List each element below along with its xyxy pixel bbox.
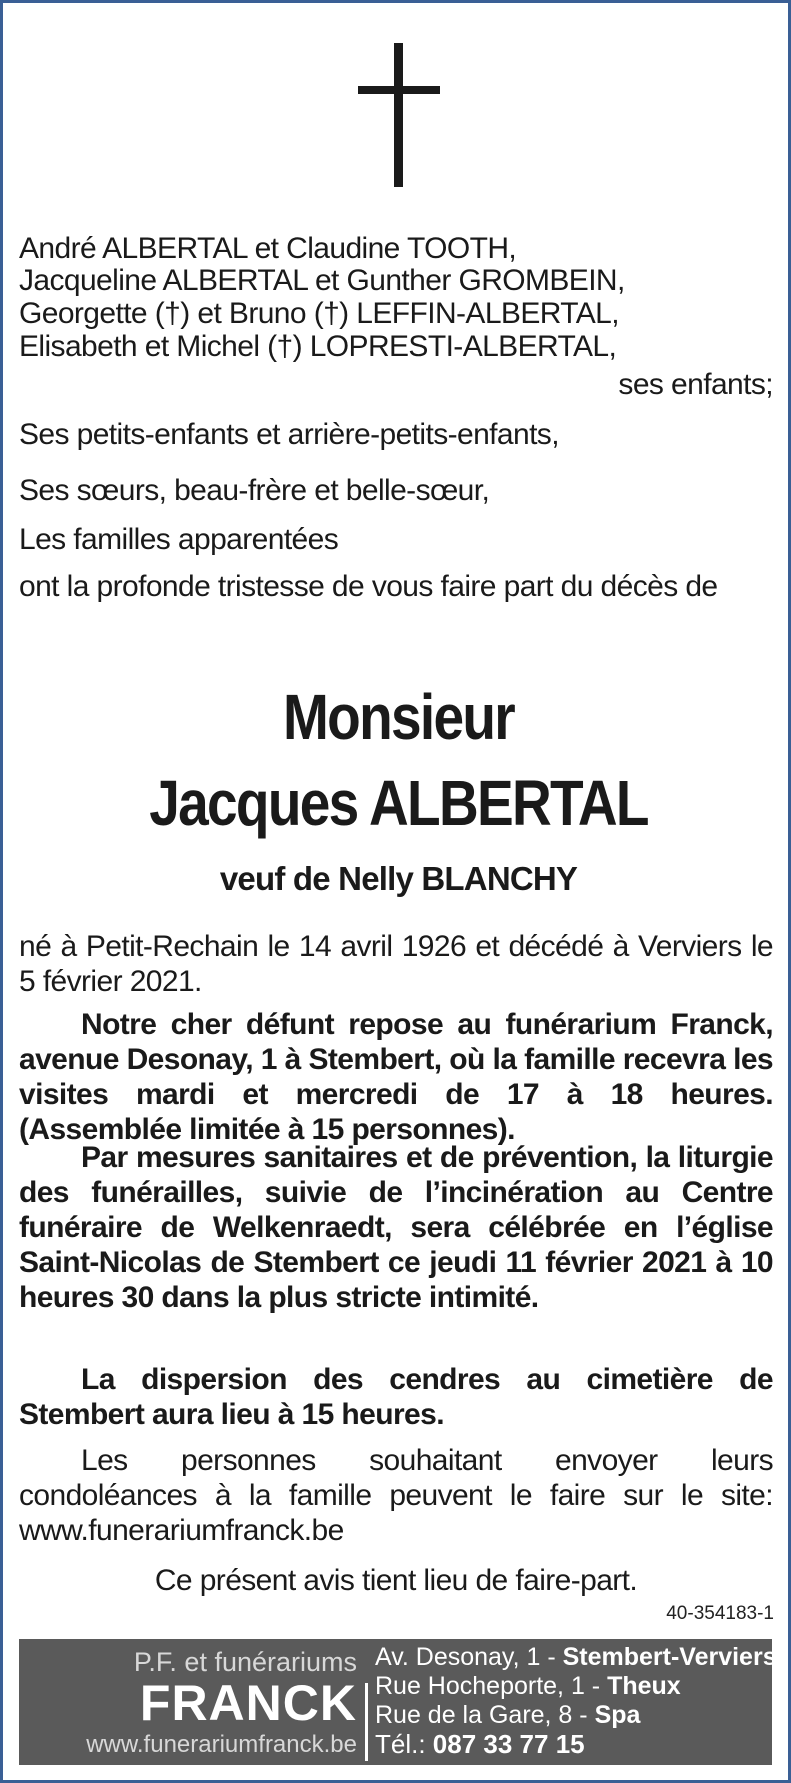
- announcement: ont la profonde tristesse de vous faire part du décès de: [19, 570, 718, 603]
- visit-info: Notre cher défunt repose au funérarium Franck, avenue Desonay, 1 à Stembert, où la famille recevra les visites mardi et mercredi de 17 à 18 heures. (Assemblée limitée à 15 personnes).: [19, 1008, 773, 1146]
- website-link[interactable]: www.funerariumfranck.be: [86, 1731, 357, 1758]
- funeral-home-brand-block: [19, 1639, 357, 1765]
- address-line: Rue Hocheporte, 1 - Theux: [375, 1672, 681, 1700]
- pf-label: P.F. et funérariums: [133, 1647, 357, 1677]
- relatives-line: Les familles apparentées: [19, 523, 339, 556]
- birth-death: né à Petit-Rechain le 14 avril 1926 et décédé à Verviers le 5 février 2021.: [19, 930, 773, 998]
- phone-number[interactable]: 087 33 77 15: [432, 1729, 585, 1759]
- family-line: Jacqueline ALBERTAL et Gunther GROMBEIN,: [19, 264, 625, 297]
- funeral-home-footer: [19, 1639, 777, 1765]
- reference-number: 40-354183-1: [666, 1603, 774, 1624]
- relatives-line: Ses petits-enfants et arrière-petits-enfants,: [19, 418, 559, 451]
- cross-icon: [358, 43, 440, 187]
- address-line: Av. Desonay, 1 - Stembert-Verviers: [375, 1643, 777, 1671]
- deceased-name: Jacques ALBERTAL: [149, 767, 648, 839]
- widow-of: veuf de Nelly BLANCHY: [219, 860, 578, 897]
- family-line: Georgette (†) et Bruno (†) LEFFIN-ALBERTAL,: [19, 297, 619, 330]
- family-line: Elisabeth et Michel (†) LOPRESTI-ALBERTAL,: [19, 330, 617, 363]
- dispersion-info: La dispersion des cendres au cimetière de Stembert aura lieu à 15 heures.: [19, 1363, 773, 1431]
- brand-logo: FRANCK: [139, 1675, 357, 1731]
- address-line: Rue de la Gare, 8 - Spa: [375, 1701, 641, 1729]
- footer-divider: [365, 1683, 368, 1761]
- relatives-line: Ses sœurs, beau-frère et belle-sœur,: [19, 474, 490, 507]
- condolences-info: Les personnes souhaitant envoyer leurs condoléances à la famille peuvent le faire sur le site: www.funerariumfranck.be: [19, 1444, 773, 1547]
- address-block: [375, 1643, 777, 1759]
- family-line: André ALBERTAL et Claudine TOOTH,: [19, 232, 517, 265]
- notice: Ce présent avis tient lieu de faire-part.: [154, 1564, 638, 1597]
- phone-line: Tél.: 087 33 77 15: [375, 1729, 585, 1759]
- funeral-info: Par mesures sanitaires et de prévention, la liturgie des funérailles, suivie de l’incinération au Centre funéraire de Welkenraedt, sera célébrée en l’église Saint-Nicolas de Stembert ce jeudi 11 février 2021 à 10 heures 30 dans la plus stricte intimité.: [19, 1141, 773, 1314]
- family-role: ses enfants;: [618, 368, 773, 401]
- deceased-title: Monsieur: [283, 681, 514, 753]
